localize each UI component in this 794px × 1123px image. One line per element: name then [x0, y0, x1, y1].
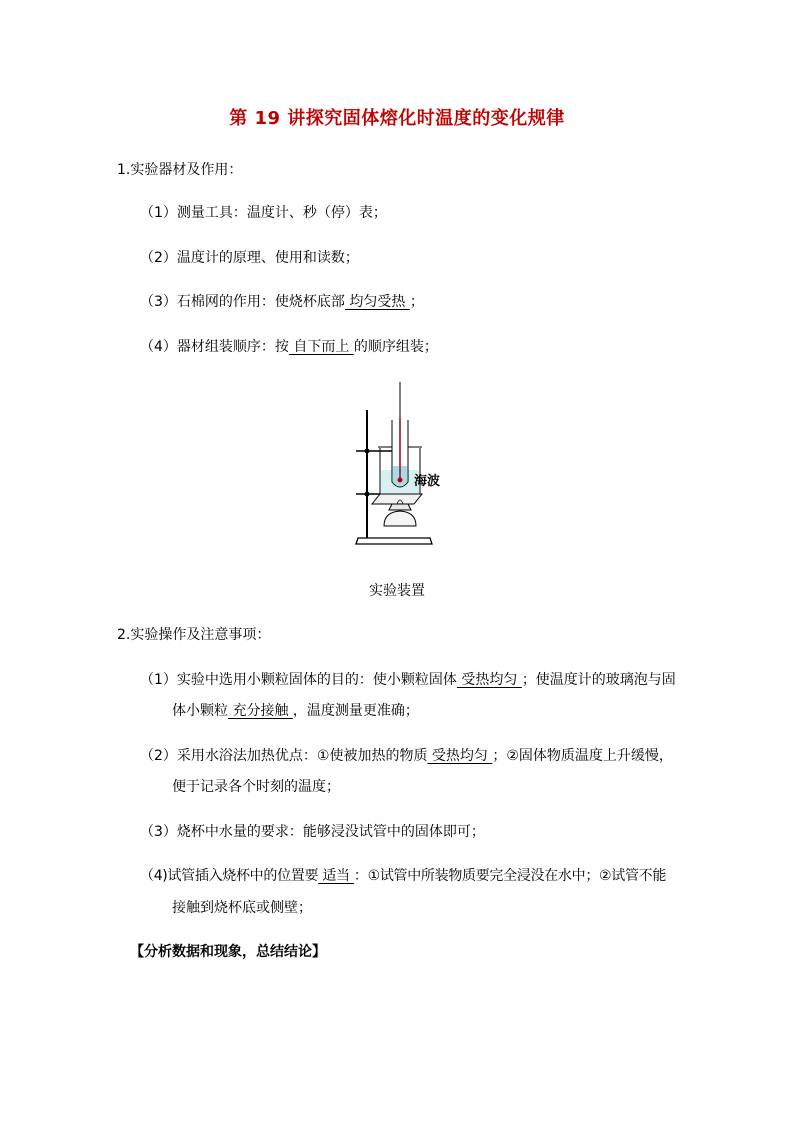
- s1-item-3: [140, 292, 424, 312]
- s1-item-1-text: （1）测量工具：温度计、秒（停）表；: [140, 205, 387, 221]
- s2-item-2-line-1: [140, 746, 673, 766]
- figure-label-haibo: 海波: [414, 474, 441, 489]
- s2-item-4-text: （4)试管插入烧杯中的位置要: [140, 868, 319, 884]
- s2-item-1-line-2: [172, 701, 419, 721]
- s1-item-2: [140, 248, 359, 268]
- s1-item-4-answer: 自下而上: [288, 339, 354, 355]
- s2-item-1-answer-2: 充分接触: [228, 703, 293, 719]
- s2-item-2-answer: 受热均匀: [427, 748, 493, 764]
- s2-item-2-text-3: 便于记录各个时刻的温度；: [172, 779, 340, 795]
- s2-item-1-text-3: 体小颗粒: [172, 703, 228, 719]
- s1-item-2-text: （2）温度计的原理、使用和读数；: [140, 250, 359, 266]
- s2-item-4-answer: 适当: [318, 868, 354, 884]
- s2-item-4-text-3: 接触到烧杯底或侧壁；: [172, 900, 312, 916]
- page-title: 第 19 讲探究固体熔化时温度的变化规律: [229, 108, 565, 129]
- figure-caption: 实验装置: [369, 583, 425, 599]
- s2-item-1-text-2: ；使温度计的玻璃泡与固: [521, 672, 676, 688]
- s1-item-4-suffix: 的顺序组装；: [353, 339, 438, 355]
- conclusion-heading: 【分析数据和现象，总结结论】: [130, 944, 326, 960]
- s2-item-4-line-1: [140, 866, 666, 886]
- s2-item-3-text: （3）烧杯中水量的要求：能够浸没试管中的固体即可；: [140, 824, 485, 840]
- s1-item-4: [140, 337, 438, 357]
- s2-item-1-line-1: [140, 670, 676, 690]
- section1-heading: 1.实验器材及作用：: [117, 162, 243, 178]
- s1-item-4-text: （4）器材组装顺序：按: [140, 339, 289, 355]
- s1-item-1: [140, 203, 387, 223]
- s1-item-3-suffix: ；: [409, 294, 424, 310]
- section2-heading: 2.实验操作及注意事项：: [117, 627, 271, 643]
- s2-item-2-text-2: ；②固体物质温度上升缓慢，: [492, 748, 673, 764]
- s2-item-2-line-2: [172, 777, 340, 797]
- s2-item-3: [140, 822, 485, 842]
- s1-item-3-text: （3）石棉网的作用：使烧杯底部: [140, 294, 345, 310]
- apparatus-figure: [350, 378, 450, 554]
- s2-item-1-text-4: ，温度测量更准确；: [292, 703, 419, 719]
- s2-item-4-line-2: [172, 898, 312, 918]
- s2-item-1-answer-1: 受热均匀: [456, 672, 522, 688]
- s1-item-3-answer: 均匀受热: [344, 294, 410, 310]
- s2-item-2-text: （2）采用水浴法加热优点：①使被加热的物质: [140, 748, 428, 764]
- s2-item-4-text-2: ：①试管中所装物质要完全浸没在水中；②试管不能: [353, 868, 667, 884]
- s2-item-1-text: （1）实验中选用小颗粒固体的目的：使小颗粒固体: [140, 672, 457, 688]
